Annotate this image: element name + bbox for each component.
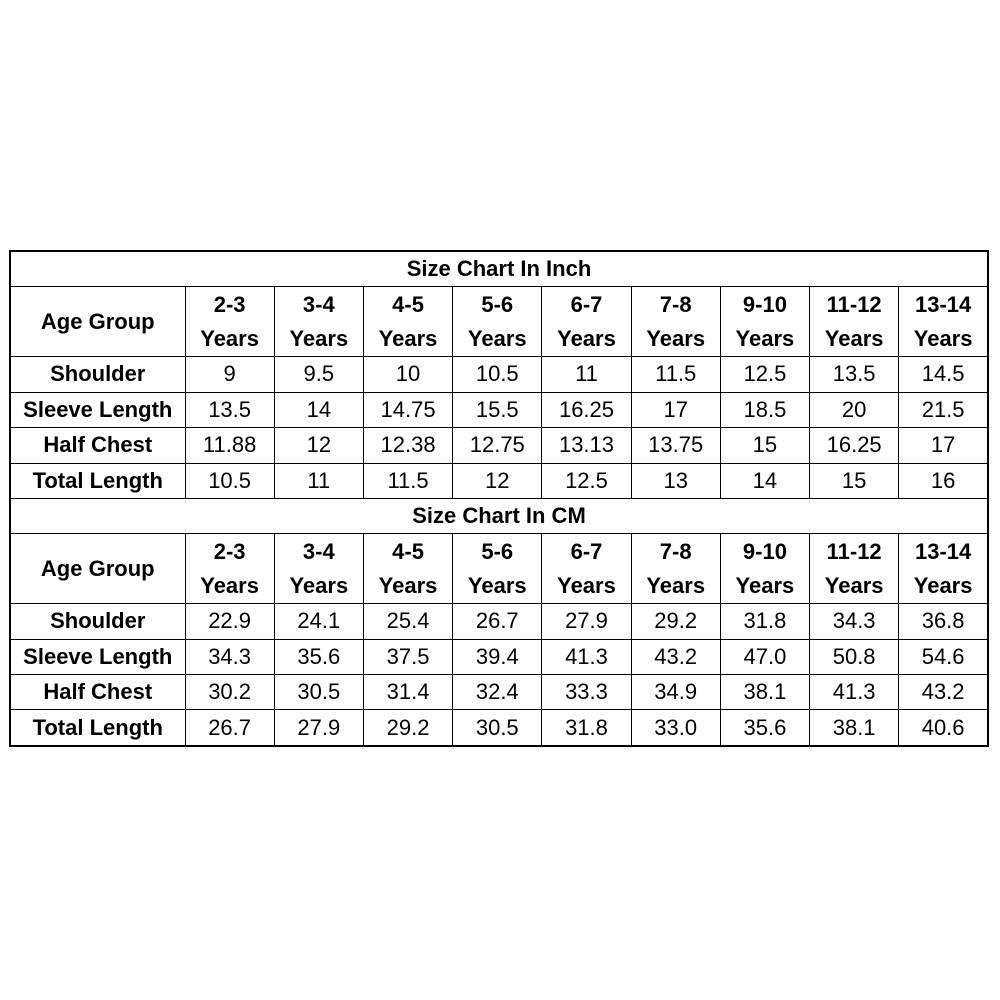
age-unit: Years — [467, 572, 527, 598]
measurement-value: 31.8 — [720, 604, 809, 639]
measurement-value: 14.75 — [363, 392, 452, 427]
measurement-value: 22.9 — [185, 604, 274, 639]
measurement-value: 18.5 — [720, 392, 809, 427]
age-header-row — [10, 534, 988, 604]
measurement-value: 30.2 — [185, 675, 274, 710]
section-title-row — [10, 498, 988, 533]
measurement-value: 31.4 — [363, 675, 452, 710]
age-range: 11-12 — [826, 538, 882, 564]
age-range: 2-3 — [213, 291, 246, 317]
age-range: 9-10 — [742, 538, 787, 564]
age-group-label: Age Group — [10, 287, 185, 357]
measurement-row — [10, 463, 988, 498]
age-range: 5-6 — [481, 538, 514, 564]
measurement-label: Total Length — [10, 463, 185, 498]
measurement-value: 27.9 — [542, 604, 631, 639]
age-unit: Years — [378, 572, 438, 598]
measurement-value: 33.3 — [542, 675, 631, 710]
measurement-value: 43.2 — [899, 675, 988, 710]
age-unit: Years — [200, 325, 259, 351]
measurement-value: 12 — [453, 463, 542, 498]
age-column-header — [542, 534, 631, 604]
age-unit: Years — [913, 572, 973, 598]
measurement-value: 26.7 — [185, 710, 274, 746]
measurement-value: 39.4 — [453, 639, 542, 674]
measurement-value: 17 — [631, 392, 720, 427]
measurement-value: 47.0 — [720, 639, 809, 674]
age-column-header — [453, 287, 542, 357]
measurement-value: 37.5 — [363, 639, 452, 674]
measurement-value: 11.5 — [363, 463, 452, 498]
measurement-value: 34.9 — [631, 675, 720, 710]
measurement-value: 14.5 — [899, 357, 988, 392]
measurement-value: 27.9 — [274, 710, 363, 746]
age-column-header — [453, 534, 542, 604]
measurement-label: Sleeve Length — [10, 392, 185, 427]
measurement-value: 12.75 — [453, 428, 542, 463]
measurement-value: 31.8 — [542, 710, 631, 746]
measurement-label: Half Chest — [10, 675, 185, 710]
section-title: Size Chart In CM — [10, 498, 988, 533]
measurement-row — [10, 428, 988, 463]
age-unit: Years — [557, 572, 616, 598]
age-range: 6-7 — [570, 538, 603, 564]
measurement-value: 24.1 — [274, 604, 363, 639]
age-range: 4-5 — [392, 538, 424, 564]
measurement-value: 13.75 — [631, 428, 720, 463]
age-column-header — [274, 534, 363, 604]
age-range: 7-8 — [659, 538, 692, 564]
age-range: 9-10 — [742, 291, 787, 317]
measurement-value: 36.8 — [899, 604, 988, 639]
measurement-value: 12 — [274, 428, 363, 463]
age-range: 13-14 — [914, 291, 972, 317]
measurement-row — [10, 604, 988, 639]
age-column-header — [899, 534, 988, 604]
size-chart-body — [10, 251, 988, 746]
age-unit: Years — [646, 325, 706, 351]
age-unit: Years — [913, 325, 973, 351]
age-column-header — [810, 534, 899, 604]
measurement-value: 41.3 — [542, 639, 631, 674]
age-unit: Years — [200, 572, 259, 598]
measurement-value: 10.5 — [185, 463, 274, 498]
measurement-value: 12.5 — [720, 357, 809, 392]
size-chart-table — [9, 250, 989, 747]
measurement-value: 43.2 — [631, 639, 720, 674]
age-unit: Years — [646, 572, 706, 598]
measurement-value: 20 — [810, 392, 899, 427]
age-unit: Years — [378, 325, 438, 351]
age-column-header — [274, 287, 363, 357]
age-column-header — [363, 534, 452, 604]
measurement-value: 21.5 — [899, 392, 988, 427]
age-unit: Years — [557, 325, 616, 351]
measurement-value: 16.25 — [810, 428, 899, 463]
age-range: 7-8 — [659, 291, 692, 317]
age-range: 11-12 — [826, 291, 882, 317]
age-range: 5-6 — [481, 291, 514, 317]
measurement-value: 38.1 — [810, 710, 899, 746]
measurement-value: 16 — [899, 463, 988, 498]
age-unit: Years — [824, 325, 884, 351]
measurement-row — [10, 675, 988, 710]
measurement-value: 9.5 — [274, 357, 363, 392]
measurement-value: 16.25 — [542, 392, 631, 427]
measurement-value: 17 — [899, 428, 988, 463]
measurement-value: 29.2 — [631, 604, 720, 639]
measurement-value: 13.5 — [185, 392, 274, 427]
age-column-header — [899, 287, 988, 357]
measurement-value: 14 — [720, 463, 809, 498]
age-unit: Years — [467, 325, 527, 351]
measurement-label: Total Length — [10, 710, 185, 746]
measurement-value: 29.2 — [363, 710, 452, 746]
measurement-label: Sleeve Length — [10, 639, 185, 674]
age-unit: Years — [289, 325, 349, 351]
measurement-value: 34.3 — [185, 639, 274, 674]
measurement-label: Half Chest — [10, 428, 185, 463]
measurement-value: 41.3 — [810, 675, 899, 710]
age-range: 3-4 — [302, 291, 335, 317]
measurement-row — [10, 357, 988, 392]
measurement-value: 40.6 — [899, 710, 988, 746]
measurement-value: 11.5 — [631, 357, 720, 392]
age-column-header — [720, 534, 809, 604]
measurement-value: 12.5 — [542, 463, 631, 498]
age-unit: Years — [735, 325, 795, 351]
measurement-value: 9 — [185, 357, 274, 392]
age-column-header — [631, 287, 720, 357]
age-unit: Years — [735, 572, 795, 598]
measurement-value: 13.13 — [542, 428, 631, 463]
measurement-value: 15 — [810, 463, 899, 498]
age-column-header — [363, 287, 452, 357]
age-unit: Years — [824, 572, 884, 598]
measurement-value: 10 — [363, 357, 452, 392]
measurement-value: 50.8 — [810, 639, 899, 674]
section-title-row — [10, 251, 988, 287]
age-column-header — [185, 534, 274, 604]
measurement-value: 15 — [720, 428, 809, 463]
measurement-row — [10, 710, 988, 746]
measurement-value: 54.6 — [899, 639, 988, 674]
measurement-value: 13 — [631, 463, 720, 498]
age-range: 3-4 — [302, 538, 335, 564]
measurement-value: 30.5 — [453, 710, 542, 746]
measurement-value: 11.88 — [185, 428, 274, 463]
measurement-label: Shoulder — [10, 604, 185, 639]
age-column-header — [810, 287, 899, 357]
measurement-value: 35.6 — [274, 639, 363, 674]
age-range: 2-3 — [213, 538, 246, 564]
measurement-value: 25.4 — [363, 604, 452, 639]
age-range: 4-5 — [392, 291, 424, 317]
measurement-value: 10.5 — [453, 357, 542, 392]
age-column-header — [720, 287, 809, 357]
measurement-value: 34.3 — [810, 604, 899, 639]
measurement-value: 32.4 — [453, 675, 542, 710]
age-column-header — [542, 287, 631, 357]
measurement-value: 26.7 — [453, 604, 542, 639]
measurement-value: 13.5 — [810, 357, 899, 392]
age-column-header — [185, 287, 274, 357]
age-column-header — [631, 534, 720, 604]
measurement-value: 38.1 — [720, 675, 809, 710]
age-unit: Years — [289, 572, 349, 598]
age-header-row — [10, 287, 988, 357]
age-range: 6-7 — [570, 291, 603, 317]
measurement-value: 11 — [274, 463, 363, 498]
measurement-value: 14 — [274, 392, 363, 427]
measurement-value: 35.6 — [720, 710, 809, 746]
section-title: Size Chart In Inch — [10, 251, 988, 287]
measurement-row — [10, 639, 988, 674]
measurement-label: Shoulder — [10, 357, 185, 392]
age-group-label: Age Group — [10, 534, 185, 604]
measurement-row — [10, 392, 988, 427]
measurement-value: 11 — [542, 357, 631, 392]
measurement-value: 12.38 — [363, 428, 452, 463]
age-range: 13-14 — [914, 538, 972, 564]
measurement-value: 15.5 — [453, 392, 542, 427]
measurement-value: 33.0 — [631, 710, 720, 746]
measurement-value: 30.5 — [274, 675, 363, 710]
